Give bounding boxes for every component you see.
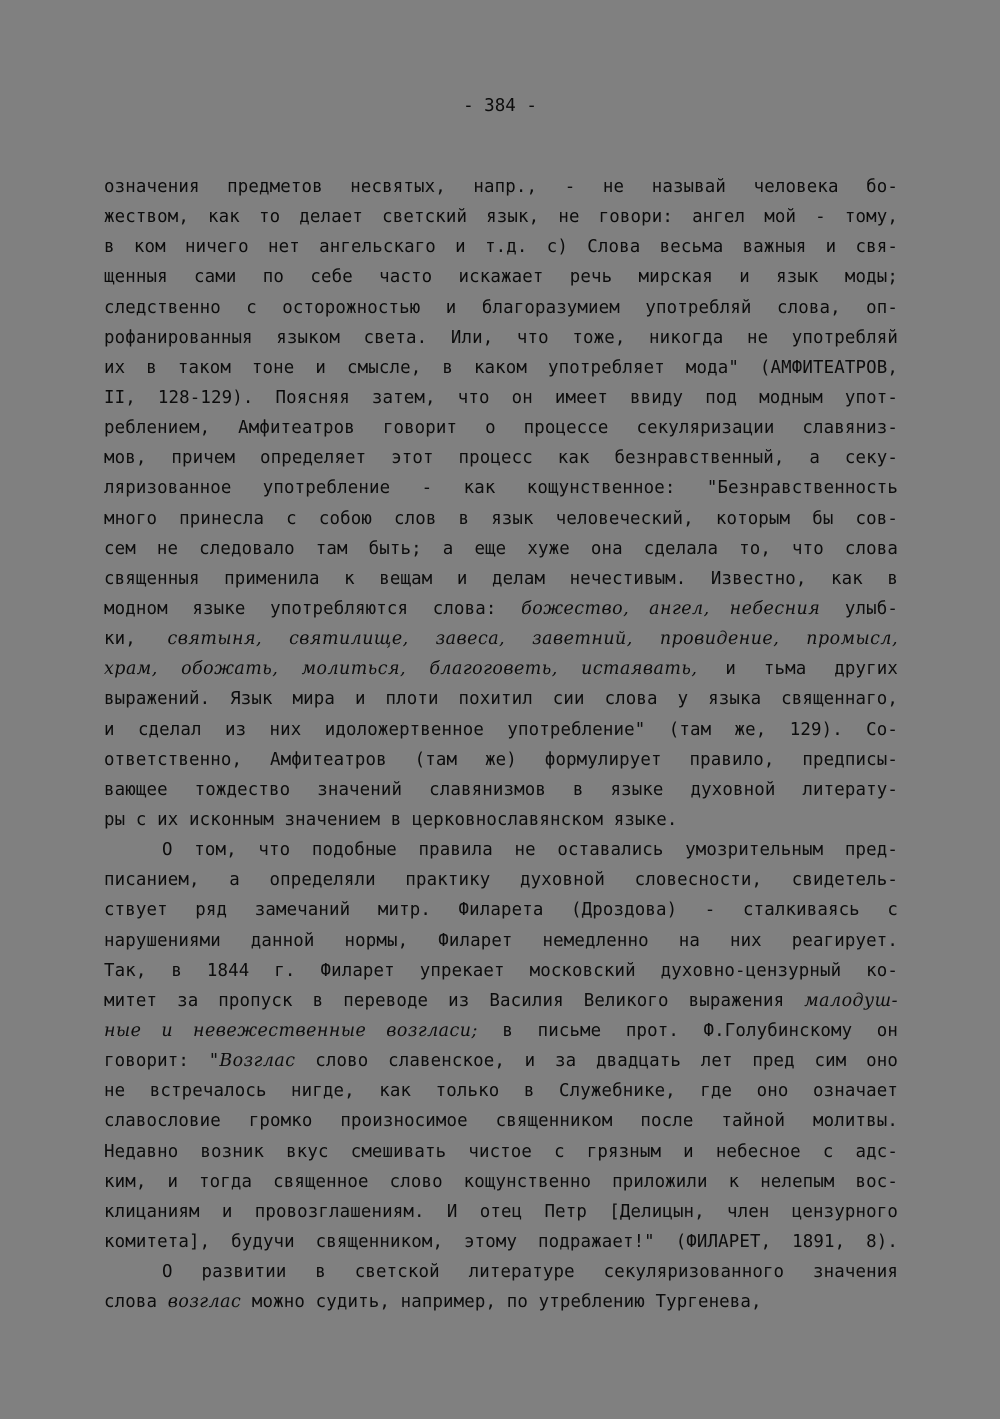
text-line (104, 775, 898, 805)
italic-term: храм, обожать, молиться, благоговеть, истаявать, (104, 659, 698, 680)
text-line (104, 1167, 898, 1197)
italic-term: святыня, святилище, завеса, заветний, провидение, промысл, (167, 629, 898, 650)
text-run: и тьма других (697, 659, 898, 680)
text-line (104, 715, 898, 745)
text-line (104, 232, 898, 262)
italic-term: малодуш- (804, 990, 898, 1011)
text-run: священныя применила к вещам и делам нечестивым. Известно, как в (104, 568, 898, 589)
text-run: нарушениями данной нормы, Филарет немедленно на них реагирует. (104, 930, 898, 951)
text-line (104, 262, 898, 292)
text-run: комитета], будучи священником, этому подражает!" (ФИЛАРЕТ, 1891, 8). (104, 1231, 898, 1252)
text-line (104, 1287, 898, 1317)
text-line (104, 624, 898, 654)
text-line (104, 1197, 898, 1227)
text-line (104, 926, 898, 956)
text-line (104, 172, 898, 202)
text-run: следственно с осторожностью и благоразумием употребляй слова, оп- (104, 297, 898, 318)
text-run: клицаниям и провозглашениям. И отец Петр [Делицын, член цензурного (104, 1201, 898, 1222)
italic-term: возглас (167, 1292, 242, 1313)
text-line (104, 1137, 898, 1167)
text-run: митет за пропуск в переводе из Василия Великого выражения (104, 990, 805, 1011)
body-text (104, 172, 898, 1317)
text-line (104, 1106, 898, 1136)
text-line (104, 684, 898, 714)
text-line (104, 443, 898, 473)
text-run: писанием, а определяли практику духовной словесности, свидетель- (104, 870, 898, 891)
text-run: ким, и тогда священное слово кощунственно приложили к нелепым вос- (104, 1171, 898, 1192)
text-run: означения предметов несвятых, напр., - не называй человека бо- (104, 177, 898, 197)
text-line (104, 895, 898, 925)
text-line (104, 654, 898, 684)
text-run: улыб- (820, 598, 898, 619)
text-run: ки, (104, 629, 168, 650)
text-line (104, 1046, 898, 1076)
text-run: много принесла с собою слов в язык человеческий, которым бы сов- (104, 508, 898, 529)
text-line (104, 594, 898, 624)
text-line (104, 986, 898, 1016)
text-line (104, 805, 898, 835)
text-run: модном языке употребляются слова: (104, 598, 522, 619)
text-run: их в таком тоне и смысле, в каком употребляет мода" (АМФИТЕАТРОВ, (104, 357, 898, 378)
text-line (104, 745, 898, 775)
text-line (104, 534, 898, 564)
text-run: не встречалось нигде, как только в Служебнике, где оно означает (104, 1081, 898, 1102)
text-run: Недавно возник вкус смешивать чистое с грязным и небесное с адс- (104, 1141, 898, 1162)
text-run: О том, что подобные правила не оставались умозрительным пред- (162, 840, 898, 861)
text-run: выражений. Язык мира и плоти похитил сии слова у языка священнаго, (104, 689, 898, 710)
text-line (104, 1016, 898, 1046)
text-line (104, 865, 898, 895)
text-run: реблением, Амфитеатров говорит о процессе секуляризации славяниз- (104, 418, 898, 439)
text-line (104, 323, 898, 353)
text-run: ответственно, Амфитеатров (там же) формулирует правило, предписы- (104, 749, 898, 770)
text-run: в ком ничего нет ангельскаго и т.д. с) Слова весьма важныя и свя- (104, 237, 898, 258)
text-line (104, 473, 898, 503)
text-line (104, 1227, 898, 1257)
text-line (104, 835, 898, 865)
text-run: ляризованное употребление - как кощунственное: "Безнравственность (104, 478, 898, 499)
page-number: - 384 - (463, 96, 537, 116)
text-line (104, 564, 898, 594)
text-line (104, 293, 898, 323)
text-run: в письме прот. Ф.Голубинскому он (477, 1020, 898, 1041)
text-line (104, 956, 898, 986)
text-line (104, 202, 898, 232)
text-line (104, 383, 898, 413)
text-run: и сделал из них идоложертвенное употребление" (там же, 129). Со- (104, 719, 898, 740)
text-run: ры с их исконным значением в церковнославянском языке. (104, 809, 678, 830)
italic-term: ные и невежественные возгласи; (104, 1020, 478, 1041)
text-run: слова (104, 1292, 168, 1313)
text-line (104, 353, 898, 383)
text-run: О развитии в светской литературе секуляризованного значения (162, 1262, 898, 1283)
text-run: Так, в 1844 г. Филарет упрекает московский духовно-цензурный ко- (104, 960, 898, 981)
text-run: мов, причем определяет этот процесс как безнравственный, а секу- (104, 448, 898, 469)
text-line (104, 504, 898, 534)
text-run: рофанированныя языком света. Или, что тоже, никогда не употребляй (104, 327, 898, 348)
text-run: сем не следовало там быть; а еще хуже она сделала то, что слова (104, 538, 898, 559)
text-run: говорит: " (104, 1051, 220, 1072)
text-run: щенныя сами по себе часто искажает речь мирская и язык моды; (104, 267, 898, 288)
italic-term: Возглас (219, 1051, 296, 1072)
text-run: слово славенское, и за двадцать лет пред сим оно (295, 1051, 898, 1072)
text-run: II, 128-129). Поясняя затем, что он имеет ввиду под модным упот- (104, 387, 898, 408)
text-run: славословие громко произносимое священником после тайной молитвы. (104, 1111, 898, 1132)
text-line (104, 413, 898, 443)
text-run: можно судить, например, по утреблению Тургенева, (241, 1292, 762, 1313)
text-run: вающее тождество значений славянизмов в языке духовной литерату- (104, 779, 898, 800)
text-run: ствует ряд замечаний митр. Филарета (Дроздова) - сталкиваясь с (104, 900, 898, 921)
text-run: жеством, как то делает светский язык, не говори: ангел мой - тому, (104, 207, 898, 228)
text-line (104, 1076, 898, 1106)
italic-term: божество, ангел, небесния (521, 598, 821, 619)
text-line (104, 1257, 898, 1287)
